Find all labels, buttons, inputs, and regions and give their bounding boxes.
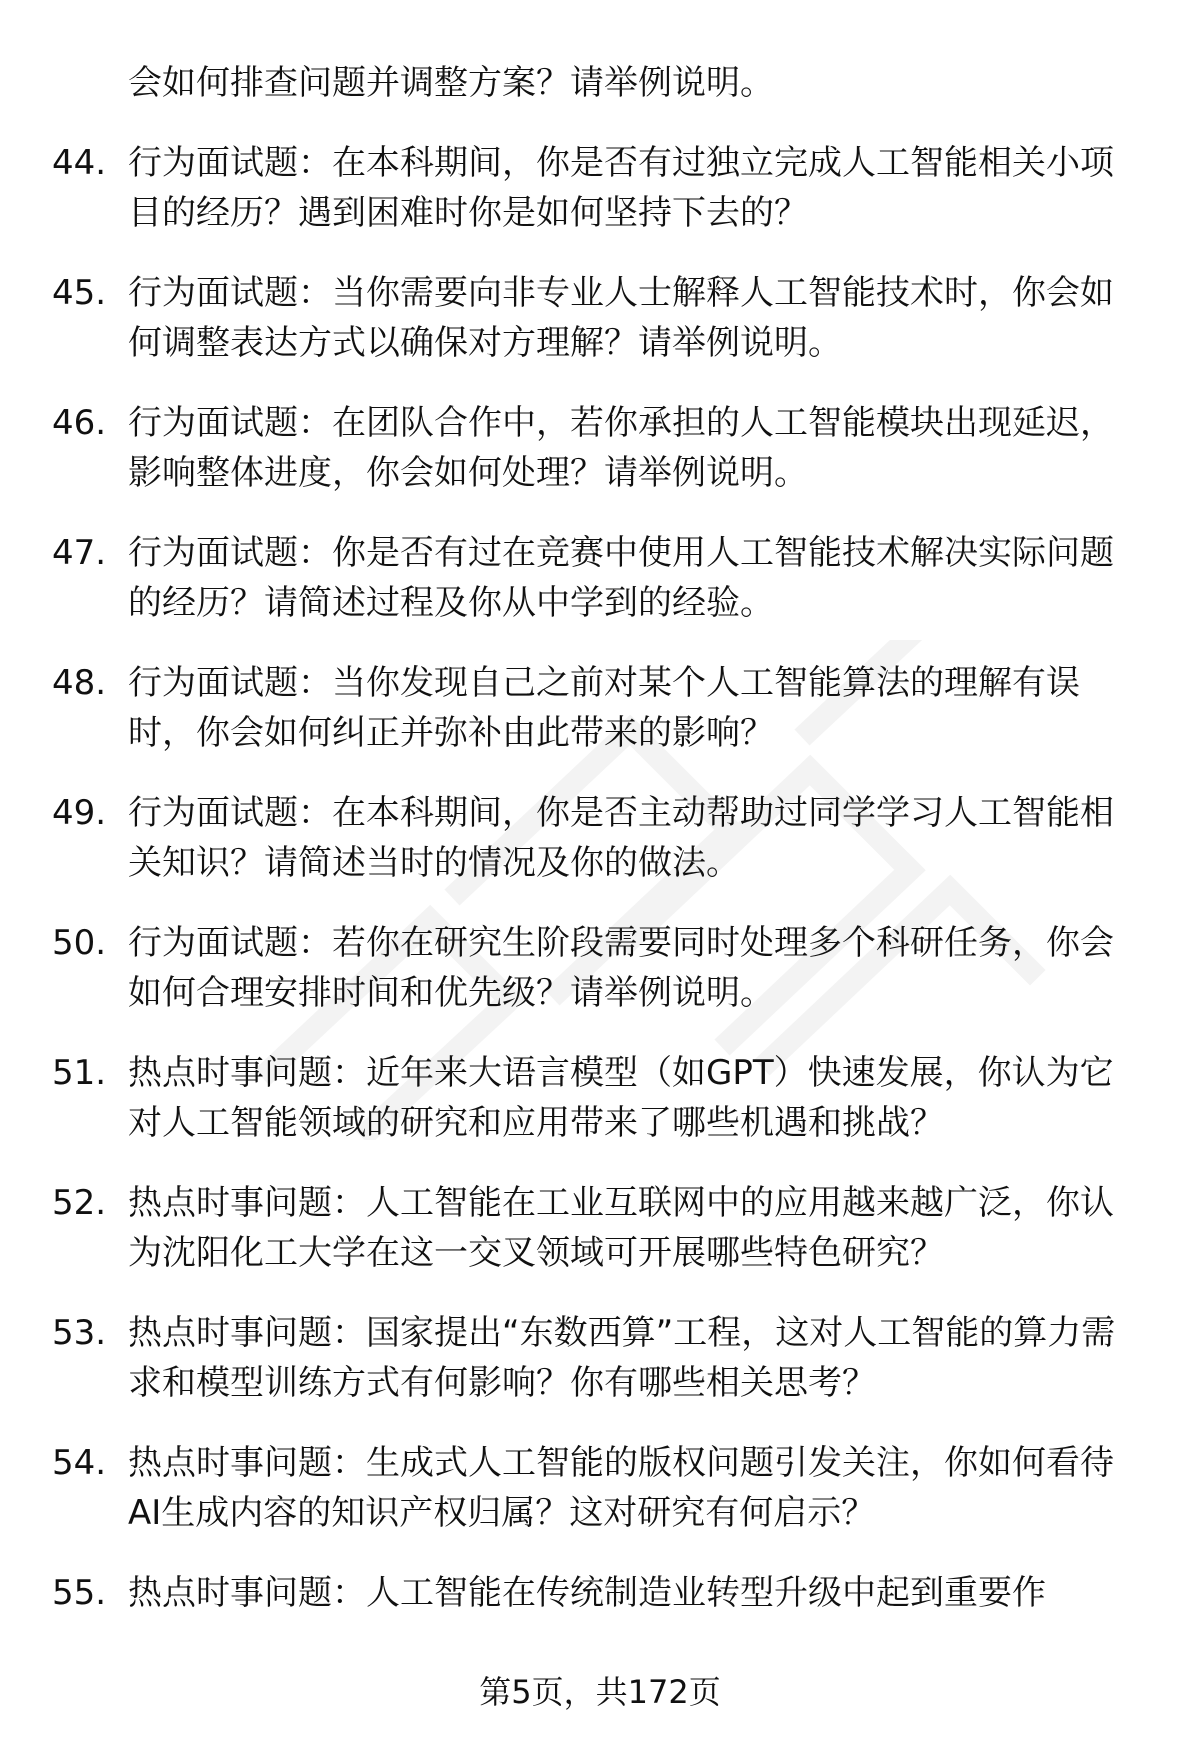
question-text: 行为面试题：你是否有过在竞赛中使用人工智能技术解决实际问题的经历？请简述过程及你从中学到的经验。 [128, 533, 1114, 623]
question-item [52, 1178, 1138, 1278]
question-item [52, 1048, 1138, 1148]
question-text: 热点时事问题：近年来大语言模型（如GPT）快速发展，你认为它对人工智能领域的研究和应用带来了哪些机遇和挑战？ [128, 1053, 1114, 1143]
question-number: 48. [52, 663, 107, 703]
question-text: 热点时事问题：人工智能在工业互联网中的应用越来越广泛，你认为沈阳化工大学在这一交叉领域可开展哪些特色研究？ [128, 1183, 1114, 1273]
question-text: 热点时事问题：生成式人工智能的版权问题引发关注，你如何看待AI生成内容的知识产权归属？这对研究有何启示？ [128, 1443, 1114, 1533]
continuation-text: 会如何排查问题并调整方案？请举例说明。 [128, 63, 774, 103]
question-item [52, 1438, 1138, 1538]
question-item [52, 268, 1138, 368]
question-number: 45. [52, 273, 107, 313]
question-text: 热点时事问题：人工智能在传统制造业转型升级中起到重要作 [128, 1573, 1046, 1613]
question-number: 52. [52, 1183, 107, 1223]
question-number: 51. [52, 1053, 107, 1093]
question-number: 50. [52, 923, 107, 963]
question-text: 行为面试题：当你发现自己之前对某个人工智能算法的理解有误时，你会如何纠正并弥补由此带来的影响？ [128, 663, 1080, 753]
question-text: 行为面试题：在本科期间，你是否有过独立完成人工智能相关小项目的经历？遇到困难时你是如何坚持下去的？ [128, 143, 1114, 233]
question-number: 54. [52, 1443, 107, 1483]
question-number: 49. [52, 793, 107, 833]
question-text: 行为面试题：在本科期间，你是否主动帮助过同学学习人工智能相关知识？请简述当时的情况及你的做法。 [128, 793, 1114, 883]
question-item [52, 138, 1138, 238]
question-number: 53. [52, 1313, 107, 1353]
question-text: 行为面试题：当你需要向非专业人士解释人工智能技术时，你会如何调整表达方式以确保对方理解？请举例说明。 [128, 273, 1114, 363]
question-number: 47. [52, 533, 107, 573]
question-number: 44. [52, 143, 107, 183]
question-item [52, 528, 1138, 628]
page-footer: 第5页，共172页 [479, 1673, 721, 1711]
question-number: 55. [52, 1573, 107, 1613]
question-list [0, 138, 1200, 1618]
question-text: 行为面试题：在团队合作中，若你承担的人工智能模块出现延迟，影响整体进度，你会如何处理？请举例说明。 [128, 403, 1114, 493]
question-item [52, 398, 1138, 498]
question-item [52, 658, 1138, 758]
question-item [52, 918, 1138, 1018]
question-item [52, 1568, 1138, 1618]
question-item [52, 1308, 1138, 1408]
question-text: 热点时事问题：国家提出“东数西算”工程，这对人工智能的算力需求和模型训练方式有何影响？你有哪些相关思考？ [128, 1313, 1116, 1403]
question-item [52, 788, 1138, 888]
question-text: 行为面试题：若你在研究生阶段需要同时处理多个科研任务，你会如何合理安排时间和优先级？请举例说明。 [128, 923, 1114, 1013]
question-number: 46. [52, 403, 107, 443]
